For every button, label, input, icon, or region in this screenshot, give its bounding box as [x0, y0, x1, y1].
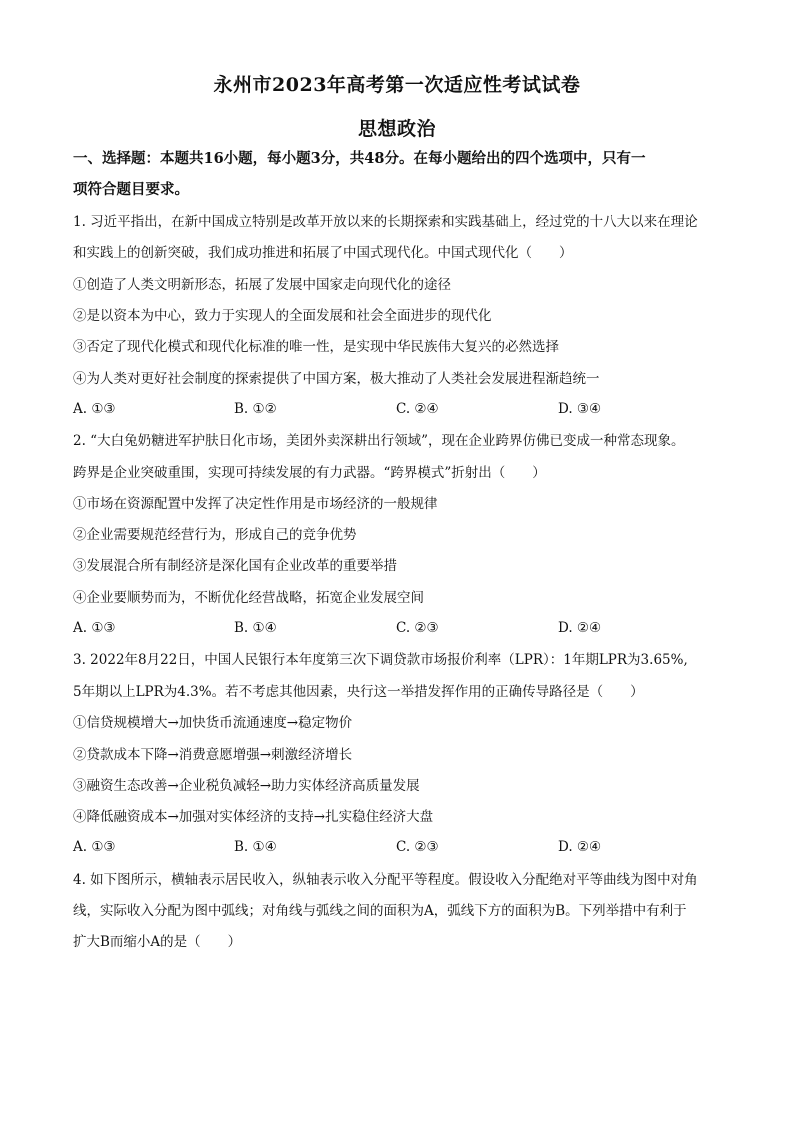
subject-title: 思想政治 — [357, 118, 436, 140]
q3-option-c[interactable]: C. ②③ — [396, 839, 439, 855]
q2-item-4: ④企业要顺势而为，不断优化经营战略，拓宽企业发展空间 — [73, 590, 424, 606]
q1-option-a[interactable]: A. ①③ — [73, 401, 116, 417]
q3-option-b[interactable]: B. ①④ — [234, 839, 277, 855]
q1-item-4: ④为人类对更好社会制度的探索提供了中国方案，极大推动了人类社会发展进程渐趋统一 — [73, 371, 600, 387]
q2-option-d[interactable]: D. ②④ — [558, 620, 602, 636]
q3-stem-line2: 5年期以上LPR为4.3%。若不考虑其他因素，央行这一举措发挥作用的正确传导路径是（ ） — [73, 684, 644, 700]
q2-item-3: ③发展混合所有制经济是深化国有企业改革的重要举措 — [73, 558, 397, 574]
q1-option-c[interactable]: C. ②④ — [396, 401, 439, 417]
q2-option-a[interactable]: A. ①③ — [73, 620, 116, 636]
q1-option-d[interactable]: D. ③④ — [558, 401, 602, 417]
q1-item-2: ②是以资本为中心，致力于实现人的全面发展和社会全面进步的现代化 — [73, 308, 492, 324]
q3-item-4: ④降低融资成本→加强对实体经济的支持→扎实稳住经济大盘 — [73, 809, 434, 825]
q4-stem-line2: 线，实际收入分配为图中弧线；对角线与弧线之间的面积为A，弧线下方的面积为B。下列举措中有利于 — [73, 903, 687, 919]
q2-option-c[interactable]: C. ②③ — [396, 620, 439, 636]
q1-item-3: ③否定了现代化模式和现代化标准的唯一性，是实现中华民族伟大复兴的必然选择 — [73, 339, 559, 355]
q4-stem-line3: 扩大B而缩小A的是（ ） — [73, 934, 242, 950]
q1-option-b[interactable]: B. ①② — [234, 401, 277, 417]
q1-stem-line2: 和实践上的创新突破，我们成功推进和拓展了中国式现代化。中国式现代化（ ） — [73, 245, 573, 261]
q2-stem-line1: 2. “大白兔奶糖进军护肤日化市场，美团外卖深耕出行领域”，现在企业跨界仿佛已变成一种常态现象。 — [73, 433, 685, 449]
q4-stem-line1: 4. 如下图所示，横轴表示居民收入，纵轴表示收入分配平等程度。假设收入分配绝对平等曲线为图中对角 — [73, 872, 698, 888]
q3-item-1: ①信贷规模增大→加快货币流通速度→稳定物价 — [73, 715, 353, 731]
q3-option-d[interactable]: D. ②④ — [558, 839, 602, 855]
q2-option-b[interactable]: B. ①④ — [234, 620, 277, 636]
q1-item-1: ①创造了人类文明新形态，拓展了发展中国家走向现代化的途径 — [73, 277, 451, 293]
exam-title: 永州市2023年高考第一次适应性考试试卷 — [213, 74, 581, 96]
q3-stem-line1: 3. 2022年8月22日，中国人民银行本年度第三次下调贷款市场报价利率（LPR）：1年期LPR为3.65%, — [73, 652, 688, 668]
q3-option-a[interactable]: A. ①③ — [73, 839, 116, 855]
section-heading-line2: 项符合题目要求。 — [73, 181, 189, 198]
q3-item-3: ③融资生态改善→企业税负减轻→助力实体经济高质量发展 — [73, 778, 420, 794]
q1-stem-line1: 1. 习近平指出，在新中国成立特别是改革开放以来的长期探索和实践基础上，经过党的十八大以来在理论 — [73, 214, 698, 230]
section-heading-line1: 一、选择题：本题共16小题，每小题3分，共48分。在每小题给出的四个选项中，只有一 — [73, 150, 646, 167]
q2-item-1: ①市场在资源配置中发挥了决定性作用是市场经济的一般规律 — [73, 496, 438, 512]
q2-stem-line2: 跨界是企业突破重围，实现可持续发展的有力武器。“跨界模式”折射出（ ） — [73, 465, 546, 481]
q2-item-2: ②企业需要规范经营行为，形成自己的竞争优势 — [73, 527, 357, 543]
q3-item-2: ②贷款成本下降→消费意愿增强→刺激经济增长 — [73, 747, 353, 763]
